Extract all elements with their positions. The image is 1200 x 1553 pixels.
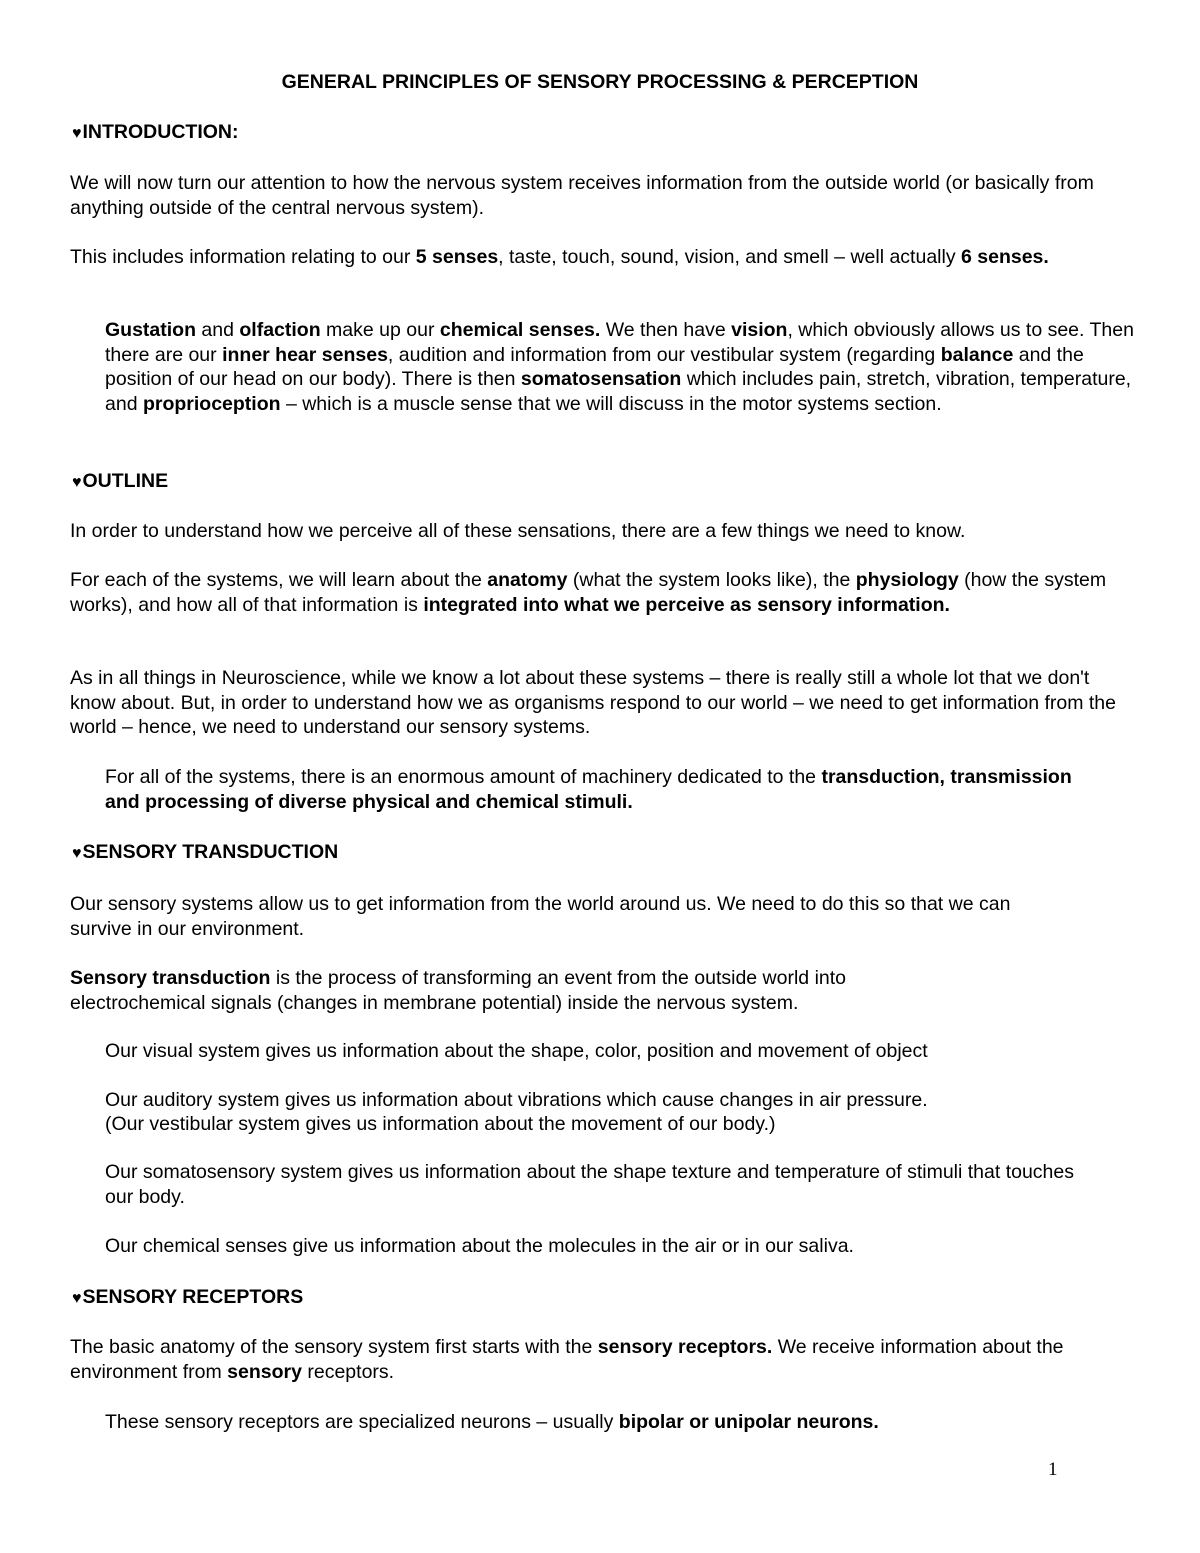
transduction-paragraph-vestibular: (Our vestibular system gives us information about the movement of our body.) — [105, 1113, 776, 1135]
outline-paragraph-4: For all of the systems, there is an enormous amount of machinery dedicated to the transduction, transmission and processing of diverse physical and chemical stimuli. — [105, 766, 1072, 813]
transduction-paragraph-auditory: Our auditory system gives us information about vibrations which cause changes in air pressure. — [105, 1089, 928, 1111]
receptors-paragraph-2: These sensory receptors are specialized neurons – usually bipolar or unipolar neurons. — [105, 1411, 879, 1433]
heart-bullet-icon: ♥ — [72, 845, 82, 862]
transduction-paragraph-1: Our sensory systems allow us to get information from the world around us. We need to do this so that we can survive in our environment. — [70, 893, 1011, 940]
outline-paragraph-3: As in all things in Neuroscience, while we know a lot about these systems – there is really still a whole lot that we don't know about. But, in order to understand how we as organisms respond to our world – we need to get information from the world – hence, we need to understand our sensory systems. — [70, 667, 1117, 738]
transduction-paragraph-2: Sensory transduction is the process of transforming an event from the outside world into electrochemical signals (changes in membrane potential) inside the nervous system. — [70, 967, 847, 1014]
intro-paragraph-3: Gustation and olfaction make up our chemical senses. We then have vision, which obviously allows us to see. Then there are our inner hear senses, audition and information from our vestibular system (regarding balance and the position of our head on our body). There is then somatosensation which includes pain, stretch, vibration, temperature, and proprioception – which is a muscle sense that we will discuss in the motor systems section. — [105, 319, 1134, 415]
heart-bullet-icon: ♥ — [72, 1290, 82, 1307]
section-heading-transduction: ♥SENSORY TRANSDUCTION — [72, 841, 339, 863]
outline-paragraph-2: For each of the systems, we will learn about the anatomy (what the system looks like), the physiology (how the system works), and how all of that information is integrated into what we perceive as sensory information. — [70, 569, 1107, 616]
intro-paragraph-2: This includes information relating to our 5 senses, taste, touch, sound, vision, and smell – well actually 6 senses. — [70, 246, 1049, 268]
transduction-paragraph-chemical: Our chemical senses give us information about the molecules in the air or in our saliva. — [105, 1235, 854, 1257]
intro-paragraph-1: We will now turn our attention to how the nervous system receives information from the outside world (or basically from anything outside of the central nervous system). — [70, 172, 1094, 219]
section-heading-outline: ♥OUTLINE — [72, 470, 169, 492]
heart-bullet-icon: ♥ — [72, 125, 82, 142]
transduction-paragraph-visual: Our visual system gives us information about the shape, color, position and movement of object — [105, 1040, 928, 1062]
page-number: 1 — [1048, 1459, 1058, 1480]
transduction-paragraph-somatosensory: Our somatosensory system gives us information about the shape texture and temperature of stimuli that touches our body. — [105, 1161, 1074, 1208]
receptors-paragraph-1: The basic anatomy of the sensory system first starts with the sensory receptors. We receive information about the environment from sensory receptors. — [70, 1336, 1064, 1383]
document-title: GENERAL PRINCIPLES OF SENSORY PROCESSING & PERCEPTION — [281, 71, 919, 93]
section-heading-receptors: ♥SENSORY RECEPTORS — [72, 1286, 304, 1308]
section-heading-introduction: ♥INTRODUCTION: — [72, 121, 239, 143]
heart-bullet-icon: ♥ — [72, 474, 82, 491]
outline-paragraph-1: In order to understand how we perceive all of these sensations, there are a few things we need to know. — [70, 520, 966, 542]
